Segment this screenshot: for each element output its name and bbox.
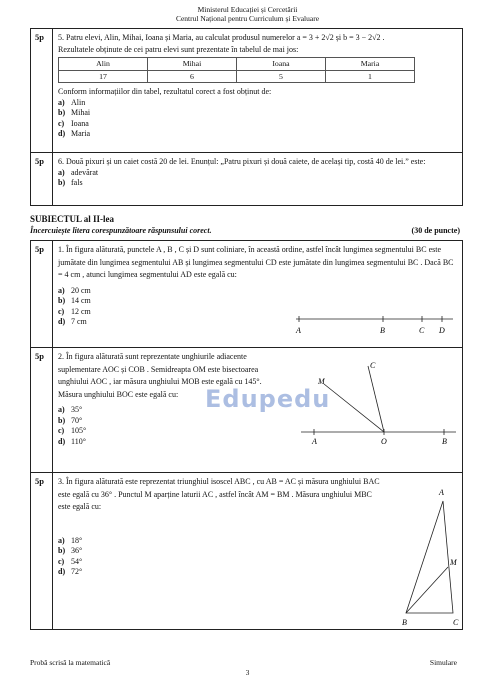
question-5: [30, 28, 463, 153]
option-d[interactable]: d) 110°: [58, 436, 86, 446]
point-label-b: B: [442, 437, 447, 446]
subject-instruction: Încercuiește litera corespunzătoare răspunsului corect.: [30, 226, 212, 235]
option-b[interactable]: b) 70°: [58, 415, 83, 425]
option-d[interactable]: d) 7 cm: [58, 317, 87, 326]
option-b[interactable]: b) 14 cm: [58, 296, 91, 305]
collinear-points-figure: [291, 309, 461, 339]
table-header-cell: Maria: [326, 58, 415, 71]
subject-title: SUBIECTUL al II-lea: [30, 214, 115, 224]
point-label-d: D: [439, 326, 445, 335]
table-header-cell: Mihai: [148, 58, 237, 71]
option-c[interactable]: c) 12 cm: [58, 306, 91, 316]
triangle-figure: [391, 485, 463, 630]
point-label-a: A: [439, 488, 444, 497]
point-label-a: A: [312, 437, 317, 446]
option-c[interactable]: c) Ioana: [58, 118, 89, 128]
points-label: 5p: [31, 241, 53, 347]
option-a[interactable]: a) adevărat: [58, 167, 99, 177]
header-center: Centrul Național pentru Curriculum și Evaluare: [175, 14, 320, 23]
point-label-a: A: [296, 326, 301, 335]
point-label-c: C: [370, 361, 376, 370]
option-b[interactable]: b) fals: [58, 178, 83, 187]
page-number: 3: [245, 668, 250, 677]
subject2-question-3: [30, 472, 463, 630]
table-cell: 6: [148, 70, 237, 83]
question-text: 1. În figura alăturată, punctele A , B , C și D sunt coliniare, în această ordine, astfel încât lungimea segmentului BC este jumătate din lungimea segmentului AB și lungimea segmentului CD este jumătate din lungimea segmentului BC . Dacă BC = 4 cm , atunci lungimea segmentului AD este egală cu:: [58, 245, 454, 279]
points-label: 5p: [31, 348, 53, 472]
option-d[interactable]: d) Maria: [58, 129, 91, 138]
points-label: 5p: [31, 153, 53, 205]
question-text: 2. În figura alăturată sunt reprezentate unghiurile adiacente suplementare AOC și COB . Semidreapta OM este bisectoarea unghiului AOC , iar măsura unghiului MOB este egală cu 145°. Măsura unghiului BOC este egală cu:: [58, 352, 262, 399]
question-text-2: Rezultatele obținute de cei patru elevi sunt prezentate în tabelul de mai jos:: [58, 44, 299, 54]
point-label-m: M: [318, 377, 325, 386]
results-table: [58, 57, 415, 83]
subject2-question-1: [30, 240, 463, 348]
option-a[interactable]: a) 35°: [58, 405, 83, 414]
page-header: [0, 5, 495, 23]
option-b[interactable]: b) Mihai: [58, 108, 91, 117]
footer-left: Probă scrisă la matematică: [30, 658, 111, 667]
point-label-c: C: [419, 326, 425, 335]
table-header-cell: Ioana: [237, 58, 326, 71]
point-label-o: O: [381, 437, 387, 446]
table-cell: 1: [326, 70, 415, 83]
subject-points: (30 de puncte): [411, 226, 460, 235]
table-header-cell: Alin: [59, 58, 148, 71]
table-cell: 17: [59, 70, 148, 83]
option-a[interactable]: a) 20 cm: [58, 285, 91, 295]
point-label-b: B: [402, 618, 407, 627]
point-label-c: C: [453, 618, 459, 627]
option-c[interactable]: c) 54°: [58, 556, 83, 566]
option-a[interactable]: a) 18°: [58, 535, 83, 545]
points-label: 5p: [31, 29, 53, 152]
header-ministry: Ministerul Educației și Cercetării: [197, 5, 298, 14]
points-label: 5p: [31, 473, 53, 629]
question-prompt: Conform informațiilor din tabel, rezultatul corect a fost obținut de:: [58, 87, 272, 96]
option-d[interactable]: d) 72°: [58, 567, 83, 576]
point-label-b: B: [380, 326, 385, 335]
question-text: 3. În figura alăturată este reprezentat triunghiul isoscel ABC , cu AB = AC și măsura unghiului BAC este egală cu 36° . Punctul M aparține laturii AC , astfel încât AM = BM . Măsura unghiului MBC este egală cu:: [58, 477, 380, 511]
watermark-logo: Edupedu: [205, 385, 331, 413]
point-label-m: M: [450, 558, 457, 567]
option-a[interactable]: a) Alin: [58, 97, 86, 107]
option-c[interactable]: c) 105°: [58, 426, 87, 435]
option-b[interactable]: b) 36°: [58, 546, 83, 555]
question-text: 5. Patru elevi, Alin, Mihai, Ioana și Maria, au calculat produsul numerelor a = 3 + 2√2 și b = 3 − 2√2 .: [58, 33, 385, 42]
question-text: 6. Două pixuri și un caiet costă 20 de lei. Enunțul: „Patru pixuri și două caiete, de același tip, costă 40 de lei.” este:: [58, 157, 426, 166]
question-6: [30, 152, 463, 206]
table-cell: 5: [237, 70, 326, 83]
footer-right: Simulare: [429, 658, 457, 667]
